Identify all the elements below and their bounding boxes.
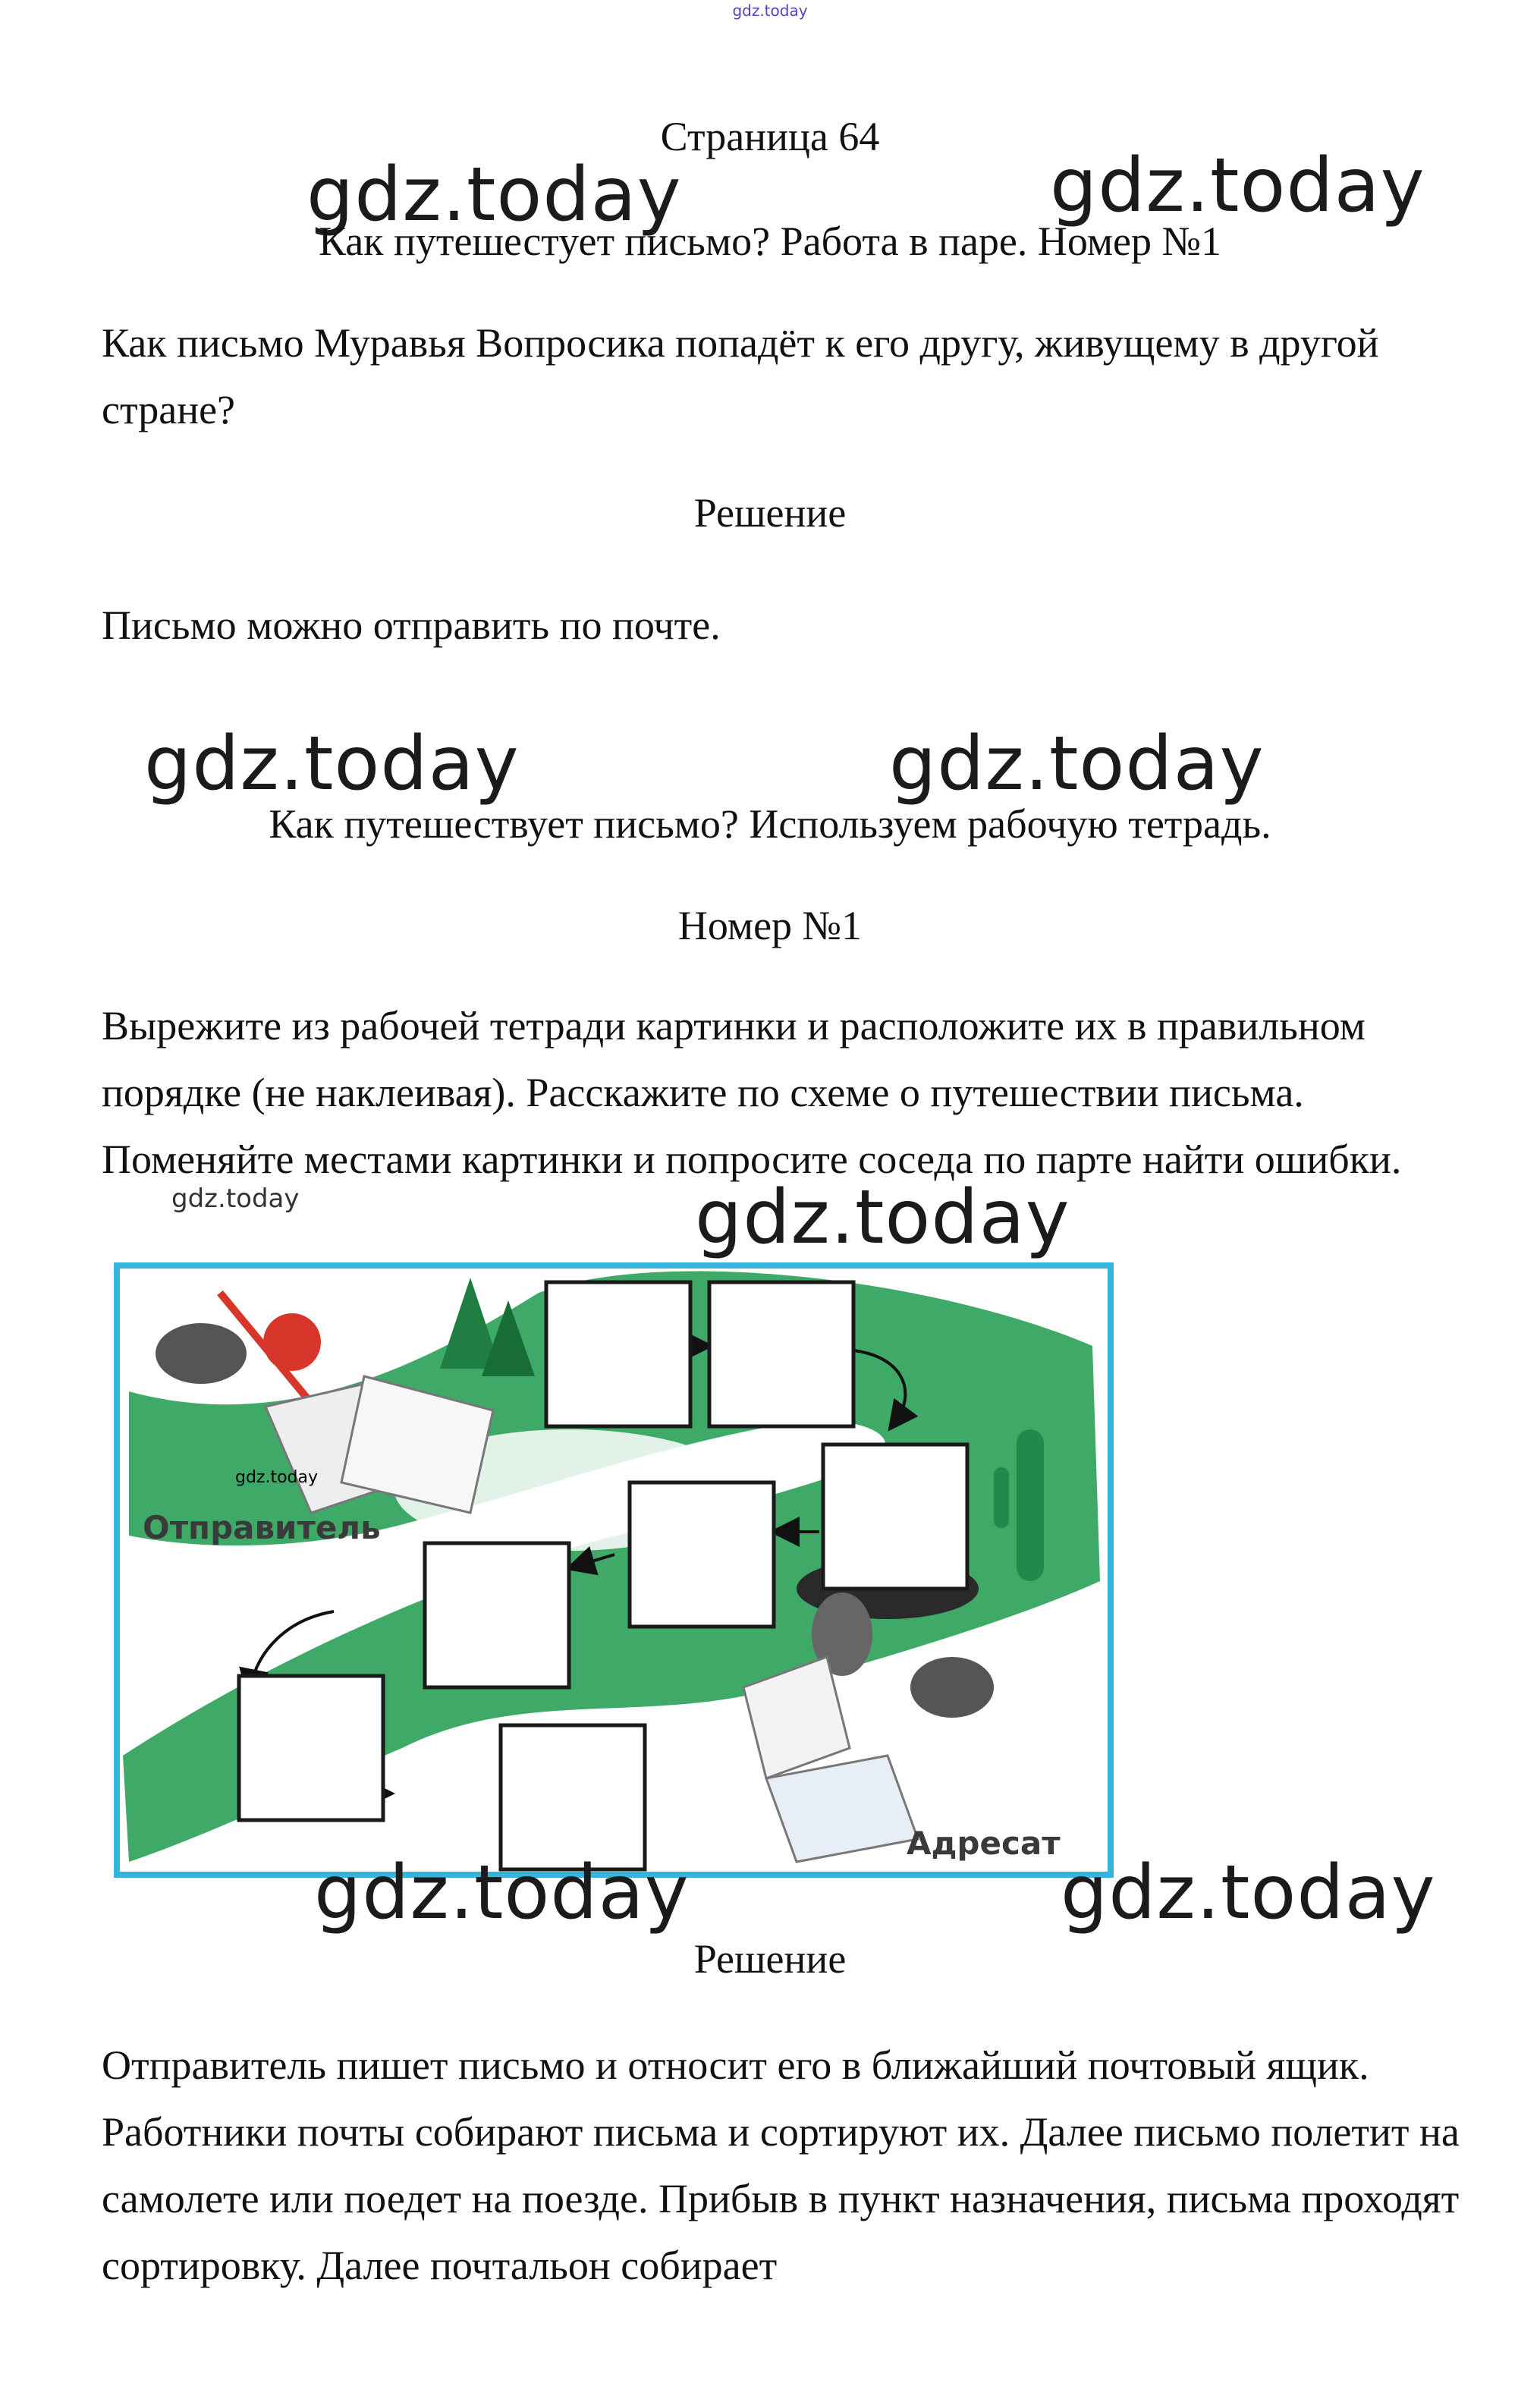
watermark: gdz.today bbox=[314, 1850, 690, 1936]
picture-slot bbox=[709, 1282, 853, 1426]
sender-ant-icon bbox=[156, 1323, 247, 1384]
section2-answer: Отправитель пишет письмо и относит его в ближайший почтовый ящик. Работники почты собирают письма и сортируют их. Далее письмо полетит на самолете или поедет на поезде. Прибыв в пункт назначения, письма проходят сортировку. Далее почтальон собирает bbox=[102, 2042, 1460, 2288]
sender-label: Отправитель bbox=[143, 1509, 381, 1546]
cactus-icon bbox=[1017, 1429, 1044, 1581]
picture-slot bbox=[239, 1676, 383, 1820]
section1-heading: Как путешестует письмо? Работа в паре. Номер №1 bbox=[318, 219, 1222, 264]
picture-slot bbox=[823, 1445, 967, 1589]
watermark: gdz.today bbox=[695, 1174, 1070, 1261]
figure-watermark: gdz.today bbox=[235, 1468, 319, 1487]
section2-number: Номер №1 bbox=[677, 903, 863, 948]
watermark: gdz.today bbox=[306, 152, 682, 238]
section2-solution-label: Решение bbox=[693, 1936, 847, 1982]
section1-question: Как письмо Муравья Вопросика попадёт к его другу, живущему в другой стране? bbox=[102, 320, 1379, 432]
picture-slot bbox=[546, 1282, 690, 1426]
picture-slot bbox=[501, 1725, 645, 1869]
top-watermark: gdz.today bbox=[732, 2, 808, 20]
picture-slot bbox=[630, 1482, 774, 1627]
page-title: Страница 64 bbox=[660, 114, 880, 159]
picture-slot bbox=[425, 1543, 569, 1687]
watermark: gdz.today bbox=[144, 721, 520, 807]
section1-answer: Письмо можно отправить по почте. bbox=[102, 602, 721, 648]
section2-heading: Как путешествует письмо? Используем рабочую тетрадь. bbox=[269, 801, 1271, 847]
watermark: gdz.today bbox=[1061, 1850, 1436, 1936]
receiver-label: Адресат bbox=[907, 1825, 1061, 1862]
letter-journey-diagram bbox=[114, 1262, 1114, 1878]
watermark: gdz.today bbox=[889, 721, 1265, 807]
section1-solution-label: Решение bbox=[693, 490, 847, 536]
section2-task: Вырежите из рабочей тетради картинки и расположите их в правильном порядке (не наклеивая). Расскажите по схеме о путешествии письма. Поменяйте местами картинки и попросите соседа по парте найти ошибки. bbox=[102, 1003, 1402, 1182]
cactus-icon bbox=[994, 1467, 1009, 1528]
watermark-small: gdz.today bbox=[171, 1184, 300, 1214]
receiver-ant-body-icon bbox=[910, 1657, 994, 1718]
watermark: gdz.today bbox=[1050, 143, 1425, 229]
sender-ant-head-icon bbox=[263, 1313, 321, 1371]
